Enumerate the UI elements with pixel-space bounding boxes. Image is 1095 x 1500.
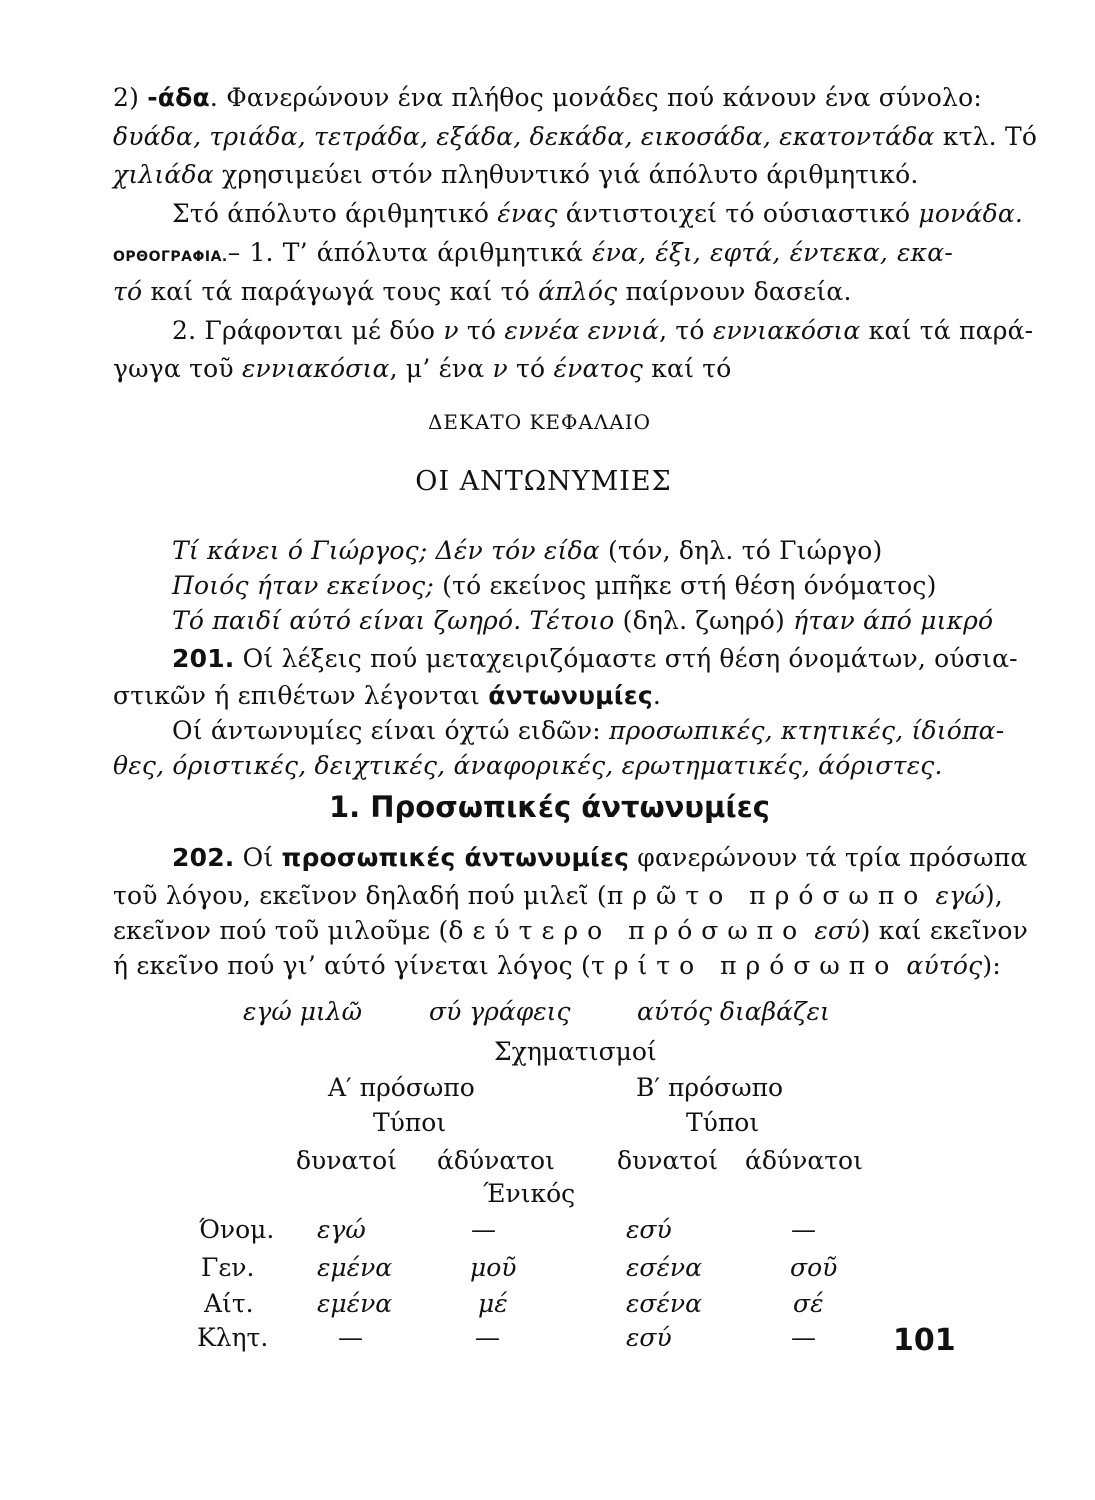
text-line: τοῦ λόγου, εκεῖνον δηλαδή πού μιλεῖ (πρῶτο πρόσωπο εγώ),	[113, 881, 1003, 910]
text-line: Οί άντωνυμίες είναι όχτώ ειδῶν: προσωπικές, κτητικές, ίδιόπα-	[172, 716, 1005, 745]
form-cell: εμένα	[317, 1289, 393, 1318]
form-cell: —	[475, 1323, 500, 1352]
weak-a-heading: άδύνατοι	[437, 1146, 555, 1175]
person-a-heading: Α′ πρόσωπο	[328, 1073, 475, 1102]
paragraph-201: 201. Οί λέξεις πού μεταχειριζόμαστε στή θέση όνομάτων, ούσια-	[172, 644, 1018, 673]
case-label: Όνομ.	[199, 1215, 275, 1244]
types-b-heading: Τύποι	[686, 1108, 760, 1137]
example-line: Τί κάνει ό Γιώργος; Δέν τόν είδα (τόν, δηλ. τό Γιώργο)	[172, 536, 883, 565]
chapter-title: ΟΙ ΑΝΤΩΝΥΜΙΕΣ	[415, 466, 672, 497]
text-line: στικῶν ή επιθέτων λέγονται άντωνυμίες.	[113, 681, 662, 710]
text-line: 2) -άδα. Φανερώνουν ένα πλήθος μονάδες πού κάνουν ένα σύνολο:	[113, 83, 982, 112]
form-cell: εγώ	[317, 1215, 366, 1244]
case-label: Γεν.	[201, 1253, 255, 1282]
case-label: Κλητ.	[197, 1323, 269, 1352]
text-line: 2. Γράφονται μέ δύο ν τό εννέα εννιά, τό εννιακόσια καί τά παρά-	[172, 316, 1034, 345]
number-heading: Ένικός	[483, 1179, 576, 1208]
form-cell: σοῦ	[790, 1253, 838, 1282]
weak-b-heading: άδύνατοι	[745, 1146, 863, 1175]
form-cell: —	[471, 1215, 496, 1244]
section-title: 1. Προσωπικές άντωνυμίες	[328, 790, 770, 824]
orthography-note: ΟΡΘΟΓΡΑΦΙΑ.– 1. Τ’ άπόλυτα άριθμητικά ένα, έξι, εφτά, έντεκα, εκα-	[113, 238, 953, 267]
text-line: γωγα τοῦ εννιακόσια, μ’ ένα ν τό ένατος καί τό	[113, 354, 732, 383]
text-line: ή εκεῖνο πού γι’ αύτό γίνεται λόγος (τρίτο πρόσωπο αύτός):	[113, 951, 1001, 980]
example-verb: σύ γράφεις	[429, 997, 571, 1026]
form-cell: εσένα	[626, 1253, 702, 1282]
text-line: εκεῖνον πού τοῦ μιλοῦμε (δεύτερο πρόσωπο εσύ) καί εκεῖνον	[113, 916, 1028, 945]
table-title: Σχηματισμοί	[494, 1037, 657, 1066]
text-line: τό καί τά παράγωγά τους καί τό άπλός παίρνουν δασεία.	[113, 277, 852, 306]
example-line: Ποιός ήταν εκείνος; (τό εκείνος μπῆκε στή θέση όνόματος)	[172, 571, 937, 600]
person-b-heading: Β′ πρόσωπο	[636, 1073, 784, 1102]
example-verb: αύτός διαβάζει	[637, 997, 830, 1026]
strong-a-heading: δυνατοί	[296, 1146, 398, 1175]
form-cell: μέ	[478, 1289, 508, 1318]
chapter-label: ΔΕΚΑΤΟ ΚΕΦΑΛΑΙΟ	[427, 410, 652, 434]
case-label: Αίτ.	[204, 1289, 254, 1318]
form-cell: —	[338, 1323, 363, 1352]
text-line: θες, όριστικές, δειχτικές, άναφορικές, ερωτηματικές, άόριστες.	[113, 751, 943, 780]
paragraph-202: 202. Οί προσωπικές άντωνυμίες φανερώνουν τά τρία πρόσωπα	[172, 843, 1028, 872]
strong-b-heading: δυνατοί	[617, 1146, 719, 1175]
form-cell: εσένα	[626, 1289, 702, 1318]
form-cell: —	[791, 1215, 816, 1244]
text-line: δυάδα, τριάδα, τετράδα, εξάδα, δεκάδα, εικοσάδα, εκατοντάδα κτλ. Τό	[113, 122, 1038, 151]
form-cell: εμένα	[317, 1253, 393, 1282]
form-cell: σέ	[793, 1289, 824, 1318]
text-line: χιλιάδα χρησιμεύει στόν πληθυντικό γιά άπόλυτο άριθμητικό.	[113, 160, 919, 189]
page-number: 101	[893, 1323, 956, 1358]
form-cell: —	[791, 1323, 816, 1352]
form-cell: εσύ	[626, 1215, 672, 1244]
form-cell: εσύ	[626, 1323, 672, 1352]
example-verb: εγώ μιλῶ	[243, 997, 362, 1026]
types-a-heading: Τύποι	[373, 1108, 447, 1137]
form-cell: μοῦ	[470, 1253, 517, 1282]
example-line: Τό παιδί αύτό είναι ζωηρό. Τέτοιο (δηλ. ζωηρό) ήταν άπό μικρό	[172, 606, 994, 635]
text-line: Στό άπόλυτο άριθμητικό ένας άντιστοιχεί τό ούσιαστικό μονάδα.	[172, 199, 1024, 228]
